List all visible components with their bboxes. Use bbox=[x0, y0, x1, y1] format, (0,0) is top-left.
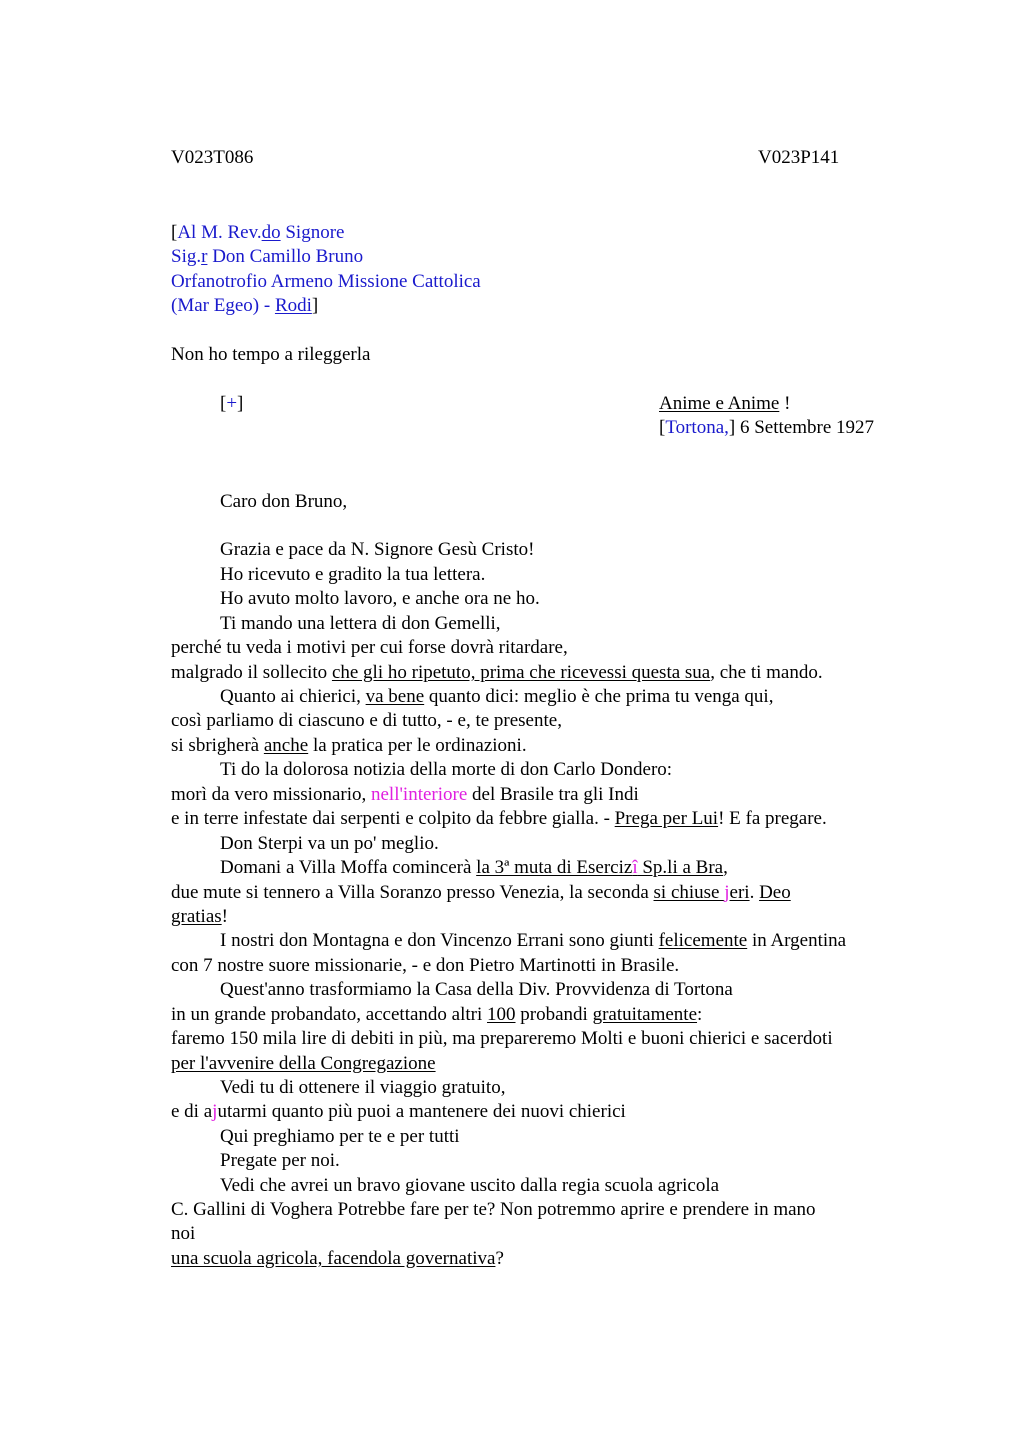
body-line-11: morì da vero missionario, nell'interiore del Brasile tra gli Indi bbox=[171, 784, 639, 805]
body-line-26: Pregate per noi. bbox=[220, 1150, 340, 1171]
body-line-8: così parliamo di ciascuno e di tutto, - e, te presente, bbox=[171, 710, 562, 731]
body-line-29: noi bbox=[171, 1223, 196, 1244]
body-line-23: Vedi tu di ottenere il viaggio gratuito, bbox=[220, 1077, 506, 1098]
body-line-9: si sbrigherà anche la pratica per le ordinazioni. bbox=[171, 735, 527, 756]
address-line-4: (Mar Egeo) - Rodi] bbox=[171, 295, 319, 316]
body-line-25: Qui preghiamo per te e per tutti bbox=[220, 1126, 460, 1147]
body-line-12: e in terre infestate dai serpenti e colpito da febbre gialla. - Prega per Lui! E fa pregare. bbox=[171, 808, 827, 829]
cross-mark: [+] bbox=[220, 393, 244, 414]
body-line-14: Domani a Villa Moffa comincerà la 3ª muta di Esercizî Sp.li a Bra, bbox=[220, 857, 728, 878]
body-line-1: Grazia e pace da N. Signore Gesù Cristo! bbox=[220, 539, 535, 560]
address-line-3: Orfanotrofio Armeno Missione Cattolica bbox=[171, 271, 481, 292]
body-line-10: Ti do la dolorosa notizia della morte di don Carlo Dondero: bbox=[220, 759, 673, 780]
body-line-19: Quest'anno trasformiamo la Casa della Div. Provvidenza di Tortona bbox=[220, 979, 733, 1000]
date-line: [Tortona,] 6 Settembre 1927 bbox=[659, 417, 875, 438]
note-line: Non ho tempo a rileggerla bbox=[171, 344, 371, 365]
body-line-27: Vedi che avrei un bravo giovane uscito dalla regia scuola agricola bbox=[220, 1175, 720, 1196]
body-line-5: perché tu veda i motivi per cui forse dovrà ritardare, bbox=[171, 637, 568, 658]
body-line-4: Ti mando una lettera di don Gemelli, bbox=[220, 613, 501, 634]
address-text: Al M. Rev.do Signore bbox=[177, 222, 345, 243]
body-line-17: I nostri don Montagna e don Vincenzo Errani sono giunti felicemente in Argentina bbox=[220, 930, 847, 951]
body-line-6: malgrado il sollecito che gli ho ripetuto, prima che ricevessi questa sua, che ti mando. bbox=[171, 662, 823, 683]
body-line-28: C. Gallini di Voghera Potrebbe fare per te? Non potremmo aprire e prendere in mano bbox=[171, 1199, 816, 1220]
body-line-15: due mute si tennero a Villa Soranzo presso Venezia, la seconda si chiuse jeri. Deo bbox=[171, 882, 791, 903]
motto-line: Anime e Anime ! bbox=[659, 393, 791, 414]
body-line-7: Quanto ai chierici, va bene quanto dici: meglio è che prima tu venga qui, bbox=[220, 686, 774, 707]
body-line-16: gratias! bbox=[171, 906, 228, 927]
address-line-1: [Al M. Rev.do Signore bbox=[171, 222, 345, 243]
address-line-2: Sig.r Don Camillo Bruno bbox=[171, 246, 364, 267]
body-line-22: per l'avvenire della Congregazione bbox=[171, 1053, 436, 1074]
body-line-13: Don Sterpi va un po' meglio. bbox=[220, 833, 439, 854]
body-line-24: e di ajutarmi quanto più puoi a mantenere dei nuovi chierici bbox=[171, 1101, 626, 1122]
body-line-21: faremo 150 mila lire di debiti in più, ma prepareremo Molti e buoni chierici e sacerdoti bbox=[171, 1028, 833, 1049]
body-line-2: Ho ricevuto e gradito la tua lettera. bbox=[220, 564, 486, 585]
salutation: Caro don Bruno, bbox=[220, 491, 348, 512]
body-line-3: Ho avuto molto lavoro, e anche ora ne ho. bbox=[220, 588, 540, 609]
document-code-right: V023P141 bbox=[758, 147, 840, 168]
body-line-18: con 7 nostre suore missionarie, - e don Pietro Martinotti in Brasile. bbox=[171, 955, 680, 976]
document-code-left: V023T086 bbox=[171, 147, 254, 168]
body-line-30: una scuola agricola, facendola governativa? bbox=[171, 1248, 504, 1269]
body-line-20: in un grande probandato, accettando altri 100 probandi gratuitamente: bbox=[171, 1004, 703, 1025]
